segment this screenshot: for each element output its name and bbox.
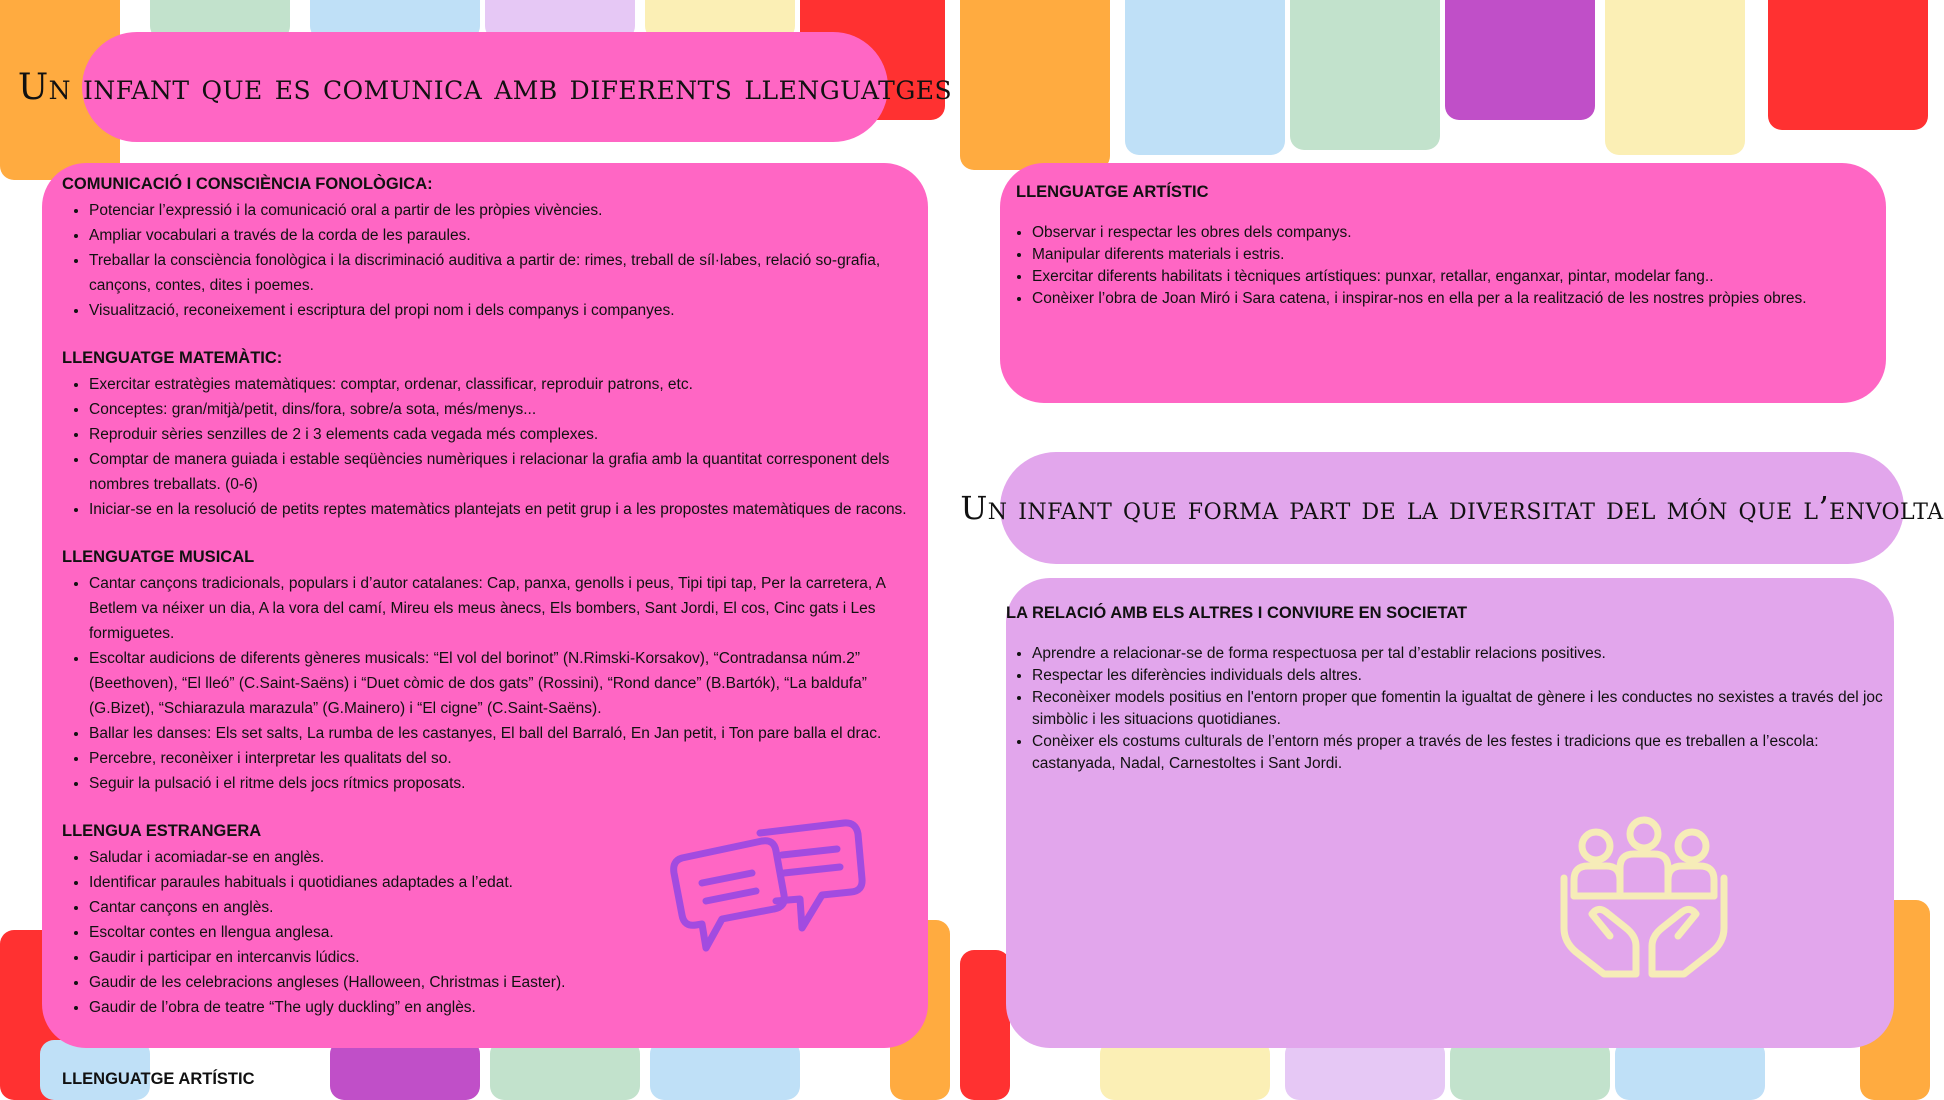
list-item: • Respectar les diferències individuals dels altres. bbox=[1032, 665, 1884, 687]
people-in-hands-icon bbox=[1554, 818, 1734, 988]
list-item: • Cantar cançons en anglès. bbox=[89, 895, 908, 920]
list-item: • Reconèixer models positius en l'entorn proper que fomentin la igualtat de gènere i les conductes no sexistes a través del joc simbòlic i les situacions quotidianes. bbox=[1032, 687, 1884, 731]
right-title: Un infant que forma part de la diversitat del món que l’envolta bbox=[960, 489, 1944, 527]
right-title-banner bbox=[960, 452, 1944, 564]
section-title: LLENGUATGE ARTÍSTIC bbox=[1016, 183, 1209, 201]
left-title: Un infant que es comunica amb diferents llenguatges bbox=[17, 66, 953, 108]
list-item: • Visualització, reconeixement i escriptura del propi nom i dels companys i companyes. bbox=[89, 298, 908, 323]
list-item: • Aprendre a relacionar-se de forma respectuosa per tal d’establir relacions positives. bbox=[1032, 643, 1884, 665]
list-item: • Saludar i acomiadar-se en anglès. bbox=[89, 845, 908, 870]
list-item: • Identificar paraules habituals i quotidianes adaptades a l’edat. bbox=[89, 870, 908, 895]
list-item: • Potenciar l’expressió i la comunicació oral a partir de les pròpies vivències. bbox=[89, 198, 908, 223]
cutoff-section-title: LLENGUATGE ARTÍSTIC bbox=[62, 1070, 255, 1088]
left-title-banner bbox=[17, 32, 953, 142]
section-math bbox=[62, 349, 908, 522]
list-item: • Escoltar audicions de diferents gèneres musicals: “El vol del borinot” (N.Rimski-Korsakov), “Contradansa núm.2” (Beethoven), “El lleó” (C.Saint-Saëns) i “Duet còmic de dos gats” (Rossini), “Rond dance” (B.Bartók), “La baldufa” (G.Bizet), “Schiarazula marazula” (G.Mainero) i “El cigne” (C.Saint-Saëns). bbox=[89, 646, 908, 721]
list-item: • Exercitar diferents habilitats i tècniques artístiques: punxar, retallar, enganxar, pintar, modelar fang.. bbox=[1032, 266, 1870, 288]
list-item: • Exercitar estratègies matemàtiques: comptar, ordenar, classificar, reproduir patrons, etc. bbox=[89, 372, 908, 397]
list-item: • Reproduir sèries senzilles de 2 i 3 elements cada vegada més complexes. bbox=[89, 422, 908, 447]
list-item: • Escoltar contes en llengua anglesa. bbox=[89, 920, 908, 945]
section-communication bbox=[62, 175, 908, 323]
section-title: LLENGUATGE MUSICAL bbox=[62, 548, 255, 566]
diversity-card bbox=[1006, 578, 1894, 1048]
list-item: • Treballar la consciència fonològica i la discriminació auditiva a partir de: rimes, treball de síl·labes, relació so-grafia, cançons, contes, dites i poemes. bbox=[89, 248, 908, 298]
list-item: • Gaudir de l’obra de teatre “The ugly duckling” en anglès. bbox=[89, 995, 908, 1020]
section-title: LLENGUATGE MATEMÀTIC: bbox=[62, 349, 283, 367]
list-item: • Gaudir i participar en intercanvis lúdics. bbox=[89, 945, 908, 970]
list-item: • Ballar les danses: Els set salts, La rumba de les castanyes, El ball del Barraló, En Jan petit, i Ton pare balla el drac. bbox=[89, 721, 908, 746]
section-foreign-language bbox=[62, 822, 908, 1020]
list-item: • Gaudir de les celebracions angleses (Halloween, Christmas i Easter). bbox=[89, 970, 908, 995]
list-item: • Seguir la pulsació i el ritme dels jocs rítmics proposats. bbox=[89, 771, 908, 796]
section-title: COMUNICACIÓ I CONSCIÈNCIA FONOLÒGICA: bbox=[62, 175, 433, 193]
left-content-card bbox=[42, 163, 928, 1048]
section-music bbox=[62, 548, 908, 796]
list-item: • Conèixer els costums culturals de l’entorn més proper a través de les festes i tradicions que es treballen a l’escola: castanyada, Nadal, Carnestoltes i Sant Jordi. bbox=[1032, 731, 1884, 775]
list-item: • Percebre, reconèixer i interpretar les qualitats del so. bbox=[89, 746, 908, 771]
list-item: • Manipular diferents materials i estris. bbox=[1032, 244, 1870, 266]
list-item: • Cantar cançons tradicionals, populars i d’autor catalanes: Cap, panxa, genolls i peus, Tipi tipi tap, Per la carretera, A Betlem va néixer un dia, A la vora del camí, Mireu els meus ànecs, Els bombers, Sant Jordi, El cos, Cinc gats i Les formiguetes. bbox=[89, 571, 908, 646]
list-item: • Comptar de manera guiada i estable seqüències numèriques i relacionar la grafia amb la quantitat corresponent dels nombres treballats. (0-6) bbox=[89, 447, 908, 497]
section-title: LLENGUA ESTRANGERA bbox=[62, 822, 262, 840]
artistic-card bbox=[1000, 163, 1886, 403]
list-item: • Conèixer l’obra de Joan Miró i Sara catena, i inspirar-nos en ella per a la realització de les nostres pròpies obres. bbox=[1032, 288, 1870, 310]
list-item: • Conceptes: gran/mitjà/petit, dins/fora, sobre/a sota, més/menys... bbox=[89, 397, 908, 422]
list-item: • Ampliar vocabulari a través de la corda de les paraules. bbox=[89, 223, 908, 248]
section-title: LA RELACIÓ AMB ELS ALTRES I CONVIURE EN SOCIETAT bbox=[1006, 604, 1468, 622]
list-item: • Iniciar-se en la resolució de petits reptes matemàtics plantejats en petit grup i a les propostes matemàtiques de racons. bbox=[89, 497, 908, 522]
list-item: • Observar i respectar les obres dels companys. bbox=[1032, 222, 1870, 244]
